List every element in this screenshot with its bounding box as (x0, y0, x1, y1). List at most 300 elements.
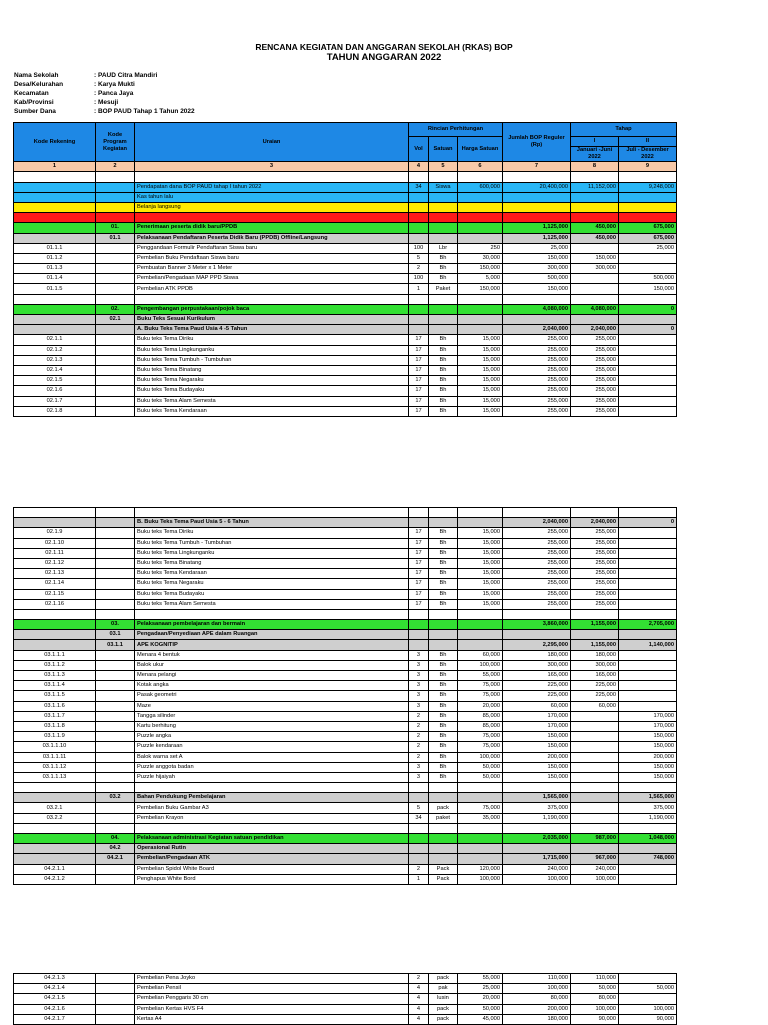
cell-uraian: Penggandaan Formulir Pendaftaran Siswa baru (135, 243, 409, 253)
cell-harga: 35,000 (458, 813, 503, 823)
header-row (14, 123, 677, 137)
cell-jumlah: 165,000 (503, 671, 571, 681)
info-value: : Panca Jaya (94, 90, 134, 97)
table-row (14, 172, 677, 182)
cell-vol: 3 (409, 762, 429, 772)
cell-tahap-2: 150,000 (619, 742, 677, 752)
cell-kode-rekening: 04.2.1.3 (14, 974, 96, 984)
cell-jumlah: 150,000 (503, 253, 571, 263)
cell-vol: 5 (409, 803, 429, 813)
cell-vol: 17 (409, 376, 429, 386)
cell-tahap-2: 50,000 (619, 984, 677, 994)
cell-uraian: Buku teks Tema Alam Semesta (135, 599, 409, 609)
cell-vol: 2 (409, 264, 429, 274)
cell-jumlah: 255,000 (503, 345, 571, 355)
table-row (14, 711, 677, 721)
cell-vol (409, 192, 429, 202)
table-row (14, 620, 677, 630)
cell-uraian: Balok ukur (135, 660, 409, 670)
cell-jumlah: 150,000 (503, 742, 571, 752)
cell-kode-program: 03.1.1 (96, 640, 135, 650)
cell-tahap-1 (571, 508, 619, 518)
column-index: 2 (96, 162, 135, 172)
cell-satuan: Bh (429, 376, 458, 386)
cell-jumlah: 375,000 (503, 803, 571, 813)
cell-satuan: Bh (429, 538, 458, 548)
cell-vol: 17 (409, 355, 429, 365)
cell-vol (409, 325, 429, 335)
cell-vol: 100 (409, 243, 429, 253)
cell-uraian: Buku teks Tema Kendaraan (135, 406, 409, 416)
cell-harga: 5,000 (458, 274, 503, 284)
cell-tahap-1 (571, 711, 619, 721)
cell-uraian: Buku teks Tema Negaraku (135, 376, 409, 386)
cell-vol (409, 213, 429, 223)
cell-satuan: Bh (429, 681, 458, 691)
cell-uraian (135, 609, 409, 619)
cell-jumlah: 255,000 (503, 558, 571, 568)
cell-harga: 150,000 (458, 264, 503, 274)
table-row (14, 630, 677, 640)
table-row (14, 569, 677, 579)
cell-kode-program (96, 660, 135, 670)
cell-tahap-1 (571, 823, 619, 833)
cell-vol: 17 (409, 558, 429, 568)
cell-satuan (429, 172, 458, 182)
cell-jumlah: 180,000 (503, 650, 571, 660)
cell-kode-program (96, 376, 135, 386)
cell-jumlah: 80,000 (503, 994, 571, 1004)
table-row (14, 752, 677, 762)
cell-harga: 50,000 (458, 1004, 503, 1014)
cell-kode-rekening: 04.2.1.2 (14, 874, 96, 884)
cell-harga (458, 518, 503, 528)
cell-kode-program (96, 752, 135, 762)
cell-tahap-1 (571, 742, 619, 752)
cell-harga: 15,000 (458, 528, 503, 538)
document-subtitle: TAHUN ANGGARAN 2022 (326, 52, 442, 63)
cell-vol: 4 (409, 994, 429, 1004)
cell-harga (458, 223, 503, 233)
cell-kode-rekening (14, 640, 96, 650)
cell-uraian: Bahan Pendukung Pembelajaran (135, 793, 409, 803)
cell-harga: 15,000 (458, 406, 503, 416)
cell-uraian: Buku teks Tema Negaraku (135, 579, 409, 589)
table-row (14, 1004, 677, 1014)
table-row (14, 192, 677, 202)
cell-tahap-2: 170,000 (619, 711, 677, 721)
cell-kode-rekening: 02.1.16 (14, 599, 96, 609)
cell-vol (409, 834, 429, 844)
cell-tahap-2: 150,000 (619, 732, 677, 742)
cell-tahap-1: 110,000 (571, 974, 619, 984)
cell-kode-program (96, 386, 135, 396)
cell-kode-program (96, 721, 135, 731)
cell-vol: 1 (409, 284, 429, 294)
cell-satuan: Bh (429, 701, 458, 711)
cell-satuan (429, 844, 458, 854)
cell-vol (409, 793, 429, 803)
cell-tahap-2: 90,000 (619, 1014, 677, 1024)
cell-uraian: Buku teks Tema Budayaku (135, 589, 409, 599)
cell-uraian: Buku teks Tema Binatang (135, 365, 409, 375)
cell-vol: 3 (409, 701, 429, 711)
cell-vol (409, 223, 429, 233)
cell-vol: 2 (409, 711, 429, 721)
cell-harga: 15,000 (458, 579, 503, 589)
cell-kode-program: 03.2 (96, 793, 135, 803)
cell-kode-rekening: 02.1.8 (14, 406, 96, 416)
cell-kode-program (96, 335, 135, 345)
cell-jumlah (503, 844, 571, 854)
column-index: 7 (503, 162, 571, 172)
cell-jumlah (503, 630, 571, 640)
column-index: 6 (458, 162, 503, 172)
cell-kode-program: 02.1 (96, 315, 135, 325)
cell-harga (458, 294, 503, 304)
cell-tahap-1: 150,000 (571, 253, 619, 263)
cell-vol: 17 (409, 599, 429, 609)
cell-tahap-1: 255,000 (571, 376, 619, 386)
cell-harga: 15,000 (458, 365, 503, 375)
info-label: Kab/Provinsi (14, 99, 54, 106)
cell-uraian: Pembelian Penggaris 30 cm (135, 994, 409, 1004)
cell-kode-program (96, 701, 135, 711)
table-row (14, 528, 677, 538)
cell-satuan: Bh (429, 335, 458, 345)
cell-satuan: Lbr (429, 243, 458, 253)
cell-satuan: Bh (429, 355, 458, 365)
cell-tahap-2: 150,000 (619, 772, 677, 782)
table-row (14, 650, 677, 660)
cell-harga: 75,000 (458, 742, 503, 752)
cell-harga (458, 325, 503, 335)
info-label: Nama Sekolah (14, 72, 59, 79)
cell-uraian: Pembelian Pena Joyko (135, 974, 409, 984)
cell-satuan: Paket (429, 284, 458, 294)
cell-uraian: Penerimaan peserta didik baru/PPDB (135, 223, 409, 233)
cell-tahap-1: 165,000 (571, 671, 619, 681)
cell-satuan (429, 294, 458, 304)
cell-kode-rekening: 02.1.10 (14, 538, 96, 548)
cell-tahap-1: 50,000 (571, 984, 619, 994)
cell-tahap-1: 60,000 (571, 701, 619, 711)
cell-kode-rekening (14, 518, 96, 528)
cell-kode-rekening: 03.2.2 (14, 813, 96, 823)
cell-satuan: paket (429, 813, 458, 823)
cell-kode-program (96, 345, 135, 355)
cell-vol: 17 (409, 406, 429, 416)
table-row (14, 691, 677, 701)
cell-tahap-2 (619, 864, 677, 874)
info-label: Desa/Kelurahan (14, 81, 64, 88)
cell-uraian (135, 508, 409, 518)
table-row (14, 681, 677, 691)
cell-satuan (429, 640, 458, 650)
cell-tahap-2: 1,565,000 (619, 793, 677, 803)
cell-tahap-2 (619, 386, 677, 396)
cell-harga: 15,000 (458, 548, 503, 558)
cell-kode-rekening: 03.1.1.12 (14, 762, 96, 772)
cell-tahap-1: 255,000 (571, 365, 619, 375)
cell-tahap-2 (619, 365, 677, 375)
cell-uraian (135, 783, 409, 793)
table-row (14, 345, 677, 355)
cell-vol: 2 (409, 732, 429, 742)
cell-tahap-1 (571, 752, 619, 762)
cell-kode-program (96, 864, 135, 874)
cell-uraian: Balok warna set A (135, 752, 409, 762)
cell-kode-rekening: 02.1.1 (14, 335, 96, 345)
cell-kode-rekening: 03.1.1.1 (14, 650, 96, 660)
table-row (14, 854, 677, 864)
cell-vol (409, 172, 429, 182)
cell-kode-rekening: 01.1.3 (14, 264, 96, 274)
cell-vol (409, 630, 429, 640)
cell-tahap-2: 170,000 (619, 721, 677, 731)
cell-satuan: Bh (429, 721, 458, 731)
cell-jumlah (503, 315, 571, 325)
cell-vol: 2 (409, 742, 429, 752)
cell-kode-rekening: 03.1.1.5 (14, 691, 96, 701)
cell-jumlah: 255,000 (503, 579, 571, 589)
table-row (14, 396, 677, 406)
cell-satuan: lusin (429, 994, 458, 1004)
cell-tahap-2 (619, 823, 677, 833)
cell-tahap-1 (571, 732, 619, 742)
cell-uraian: Pembelian/Pengadaan ATK (135, 854, 409, 864)
cell-satuan: Bh (429, 386, 458, 396)
cell-tahap-2: 150,000 (619, 284, 677, 294)
cell-vol (409, 202, 429, 212)
cell-uraian: Kotak angka (135, 681, 409, 691)
cell-tahap-1: 2,040,000 (571, 518, 619, 528)
table-row (14, 984, 677, 994)
table-row (14, 772, 677, 782)
cell-tahap-2 (619, 355, 677, 365)
cell-harga (458, 172, 503, 182)
cell-jumlah: 225,000 (503, 681, 571, 691)
budget-table-part-2 (13, 507, 677, 885)
info-row (14, 80, 195, 89)
cell-vol: 17 (409, 365, 429, 375)
cell-jumlah: 2,295,000 (503, 640, 571, 650)
cell-uraian: Buku teks Tema Kendaraan (135, 569, 409, 579)
cell-tahap-2 (619, 874, 677, 884)
header-tahap-1: I (571, 137, 619, 147)
cell-satuan (429, 213, 458, 223)
cell-jumlah (503, 294, 571, 304)
cell-kode-program: 04.2.1 (96, 854, 135, 864)
cell-kode-rekening: 02.1.7 (14, 396, 96, 406)
cell-vol: 3 (409, 681, 429, 691)
cell-kode-rekening: 02.1.6 (14, 386, 96, 396)
cell-tahap-1: 255,000 (571, 548, 619, 558)
cell-jumlah: 2,035,000 (503, 834, 571, 844)
cell-jumlah: 255,000 (503, 589, 571, 599)
table-row (14, 974, 677, 984)
cell-kode-rekening: 03.1.1.2 (14, 660, 96, 670)
cell-harga: 50,000 (458, 772, 503, 782)
cell-jumlah: 1,715,000 (503, 854, 571, 864)
table-row (14, 315, 677, 325)
cell-jumlah (503, 609, 571, 619)
cell-satuan: Bh (429, 742, 458, 752)
cell-harga: 75,000 (458, 732, 503, 742)
cell-satuan (429, 518, 458, 528)
cell-kode-rekening: 03.1.1.3 (14, 671, 96, 681)
cell-uraian: Buku teks Tema Budayaku (135, 386, 409, 396)
cell-jumlah: 255,000 (503, 538, 571, 548)
cell-tahap-2 (619, 701, 677, 711)
cell-tahap-1: 450,000 (571, 233, 619, 243)
cell-satuan (429, 823, 458, 833)
cell-satuan: Bh (429, 599, 458, 609)
cell-satuan (429, 223, 458, 233)
table-row (14, 609, 677, 619)
cell-harga: 15,000 (458, 335, 503, 345)
cell-harga (458, 834, 503, 844)
cell-satuan: Bh (429, 548, 458, 558)
cell-tahap-2: 1,140,000 (619, 640, 677, 650)
cell-tahap-2 (619, 548, 677, 558)
cell-vol (409, 609, 429, 619)
cell-satuan: Bh (429, 762, 458, 772)
table-row (14, 274, 677, 284)
cell-harga (458, 844, 503, 854)
cell-jumlah: 170,000 (503, 711, 571, 721)
table-row (14, 1014, 677, 1024)
cell-harga: 75,000 (458, 691, 503, 701)
table-row (14, 365, 677, 375)
cell-uraian: Puzzle kendaraan (135, 742, 409, 752)
column-index: 5 (429, 162, 458, 172)
cell-jumlah (503, 172, 571, 182)
cell-tahap-1: 255,000 (571, 335, 619, 345)
cell-kode-program (96, 396, 135, 406)
cell-vol: 3 (409, 691, 429, 701)
table-row (14, 558, 677, 568)
cell-uraian: Operasional Rutin (135, 844, 409, 854)
table-row (14, 640, 677, 650)
cell-satuan (429, 620, 458, 630)
cell-satuan (429, 609, 458, 619)
cell-kode-program (96, 589, 135, 599)
cell-kode-rekening: 03.1.1.7 (14, 711, 96, 721)
table-row (14, 182, 677, 192)
cell-kode-program (96, 732, 135, 742)
column-index: 4 (409, 162, 429, 172)
cell-vol (409, 518, 429, 528)
cell-tahap-1: 4,080,000 (571, 304, 619, 314)
cell-satuan: Bh (429, 558, 458, 568)
cell-satuan: Bh (429, 772, 458, 782)
table-row (14, 803, 677, 813)
cell-jumlah: 150,000 (503, 762, 571, 772)
cell-jumlah: 300,000 (503, 660, 571, 670)
cell-satuan (429, 793, 458, 803)
cell-tahap-2 (619, 579, 677, 589)
cell-vol (409, 823, 429, 833)
header-kode-program: Kode Program Kegiatan (96, 123, 135, 162)
cell-vol: 34 (409, 813, 429, 823)
cell-kode-rekening: 02.1.15 (14, 589, 96, 599)
cell-tahap-1 (571, 294, 619, 304)
cell-kode-program: 03. (96, 620, 135, 630)
table-row (14, 762, 677, 772)
cell-tahap-1: 300,000 (571, 660, 619, 670)
table-row (14, 844, 677, 854)
cell-tahap-2: 375,000 (619, 803, 677, 813)
cell-kode-rekening: 02.1.3 (14, 355, 96, 365)
cell-tahap-2: 1,048,000 (619, 834, 677, 844)
cell-kode-rekening: 02.1.4 (14, 365, 96, 375)
cell-kode-program: 04.2 (96, 844, 135, 854)
cell-tahap-1 (571, 213, 619, 223)
cell-satuan (429, 834, 458, 844)
cell-tahap-1: 100,000 (571, 1004, 619, 1014)
cell-kode-rekening (14, 325, 96, 335)
cell-harga (458, 620, 503, 630)
cell-tahap-2 (619, 538, 677, 548)
column-index-row (14, 162, 677, 172)
table-row (14, 793, 677, 803)
cell-kode-rekening (14, 793, 96, 803)
document-title: RENCANA KEGIATAN DAN ANGGARAN SEKOLAH (RKAS) BOP (255, 42, 513, 52)
table-row (14, 742, 677, 752)
cell-harga: 20,000 (458, 701, 503, 711)
cell-kode-program (96, 192, 135, 202)
cell-jumlah (503, 213, 571, 223)
cell-kode-rekening: 04.2.1.5 (14, 994, 96, 1004)
cell-uraian: Buku teks Tema Tumbuh - Tumbuhan (135, 538, 409, 548)
cell-kode-program (96, 1004, 135, 1014)
cell-harga: 15,000 (458, 396, 503, 406)
cell-kode-program (96, 803, 135, 813)
cell-jumlah: 255,000 (503, 376, 571, 386)
column-index: 8 (571, 162, 619, 172)
cell-jumlah: 110,000 (503, 974, 571, 984)
header-tahap: Tahap (571, 123, 677, 137)
cell-tahap-2: 2,705,000 (619, 620, 677, 630)
cell-kode-rekening: 04.2.1.7 (14, 1014, 96, 1024)
cell-satuan: Bh (429, 274, 458, 284)
budget-table-part-3 (13, 973, 677, 1025)
cell-vol (409, 783, 429, 793)
cell-harga (458, 640, 503, 650)
cell-tahap-2: 150,000 (619, 762, 677, 772)
cell-tahap-2: 675,000 (619, 223, 677, 233)
cell-uraian (135, 213, 409, 223)
cell-uraian: Pelaksanaan pembelajaran dan bermain (135, 620, 409, 630)
cell-tahap-1 (571, 783, 619, 793)
cell-vol: 17 (409, 528, 429, 538)
cell-uraian: Pembelian Buku Gambar A3 (135, 803, 409, 813)
cell-tahap-2 (619, 213, 677, 223)
cell-harga (458, 823, 503, 833)
cell-harga: 15,000 (458, 386, 503, 396)
info-value: : BOP PAUD Tahap 1 Tahun 2022 (94, 108, 195, 115)
cell-jumlah: 20,400,000 (503, 182, 571, 192)
cell-kode-program (96, 243, 135, 253)
cell-kode-rekening (14, 294, 96, 304)
cell-jumlah: 4,080,000 (503, 304, 571, 314)
cell-harga: 45,000 (458, 1014, 503, 1024)
cell-tahap-1: 90,000 (571, 1014, 619, 1024)
cell-uraian: Pelaksanaan Pendaftaran Peserta Didik Baru (PPDB) Offline/Langsung (135, 233, 409, 243)
cell-kode-rekening (14, 844, 96, 854)
cell-kode-rekening: 01.1.5 (14, 284, 96, 294)
